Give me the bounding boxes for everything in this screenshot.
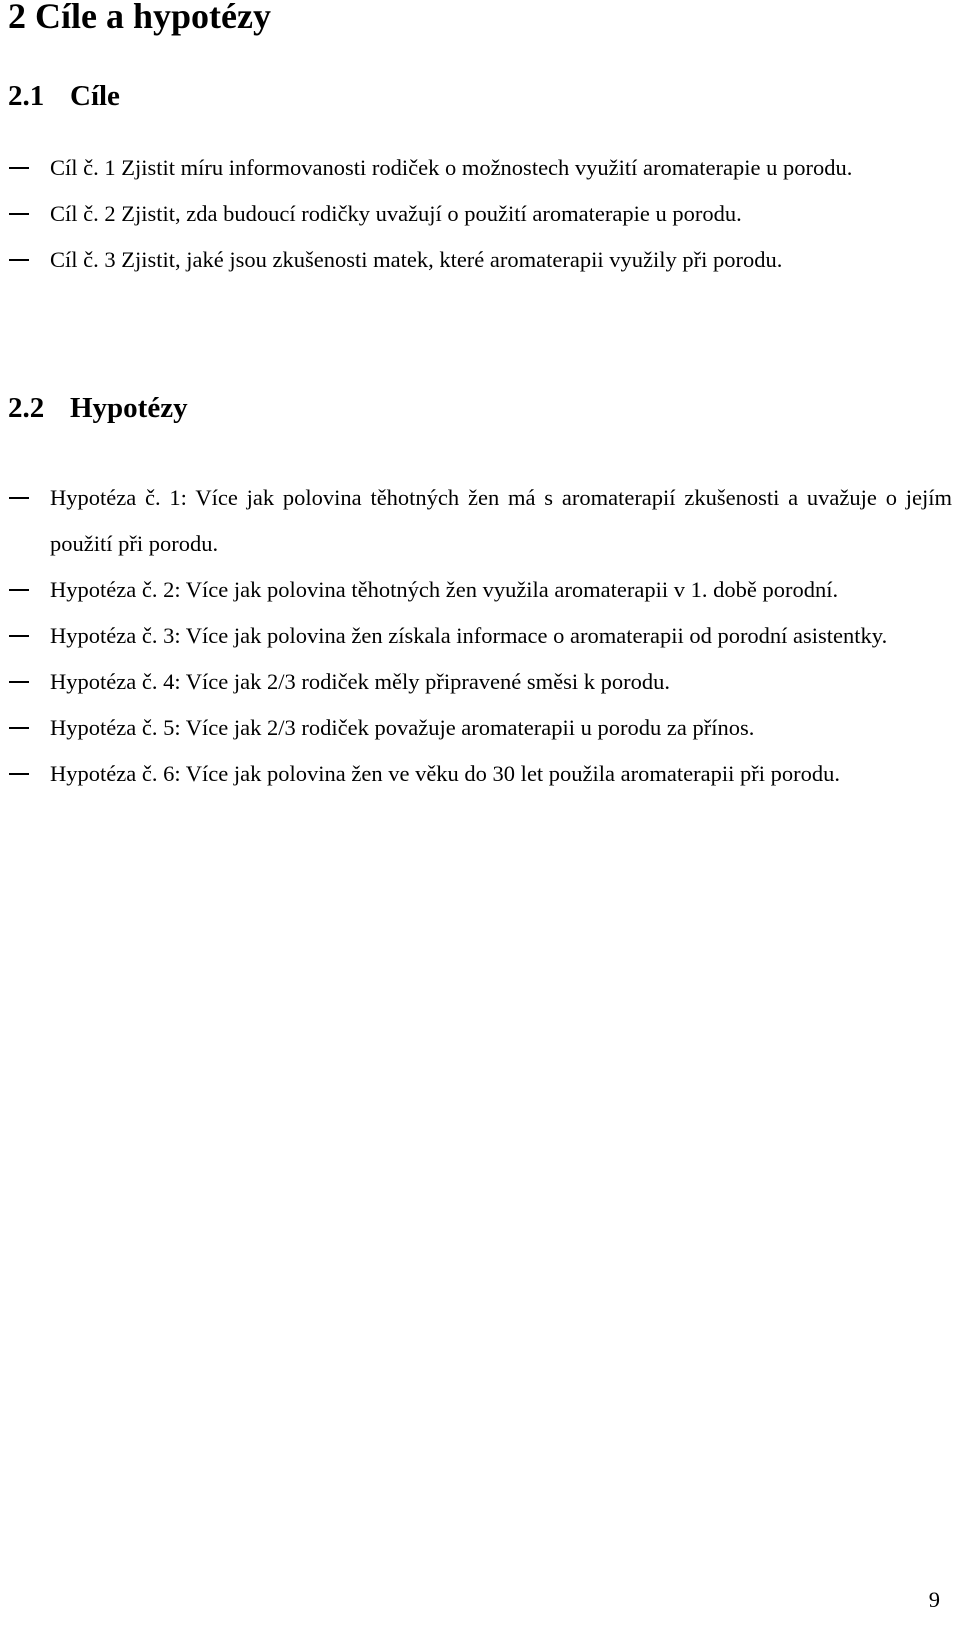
section-number: 2.2 xyxy=(8,392,45,424)
goal-text: Cíl č. 3 Zjistit, jaké jsou zkušenosti matek, které aromaterapii využily při porodu. xyxy=(50,247,783,272)
list-item xyxy=(0,237,960,283)
list-item xyxy=(0,613,960,659)
hypothesis-text: Hypotéza č. 5: Více jak 2/3 rodiček považuje aromaterapii u porodu za přínos. xyxy=(50,715,755,740)
page-number: 9 xyxy=(928,1587,940,1612)
hypothesis-text: Hypotéza č. 4: Více jak 2/3 rodiček měly připravené směsi k porodu. xyxy=(50,669,671,694)
list-item xyxy=(0,751,960,797)
goals-list xyxy=(0,145,960,283)
list-item xyxy=(0,705,960,751)
section-title: Hypotézy xyxy=(70,392,188,424)
goal-text: Cíl č. 1 Zjistit míru informovanosti rodiček o možnostech využití aromaterapie u porodu. xyxy=(50,155,853,180)
goal-text: Cíl č. 2 Zjistit, zda budoucí rodičky uvažují o použití aromaterapie u porodu. xyxy=(50,201,742,226)
dash-bullet-icon xyxy=(9,635,29,637)
section-number: 2.1 xyxy=(8,80,45,112)
list-item xyxy=(0,475,960,567)
dash-bullet-icon xyxy=(9,727,29,729)
hypothesis-text: Hypotéza č. 1: Více jak polovina těhotných žen má s aromaterapií zkušenosti a uvažuje o jejím použití při porodu. xyxy=(50,485,952,556)
dash-bullet-icon xyxy=(9,167,29,169)
list-item xyxy=(0,145,960,191)
dash-bullet-icon xyxy=(9,259,29,261)
chapter-title: 2 Cíle a hypotézy xyxy=(8,0,271,36)
section-heading-hypotheses xyxy=(8,390,188,426)
list-item xyxy=(0,191,960,237)
dash-bullet-icon xyxy=(9,497,29,499)
dash-bullet-icon xyxy=(9,773,29,775)
dash-bullet-icon xyxy=(9,213,29,215)
list-item xyxy=(0,567,960,613)
hypotheses-list xyxy=(0,475,960,797)
list-item xyxy=(0,659,960,705)
dash-bullet-icon xyxy=(9,589,29,591)
section-title: Cíle xyxy=(70,80,120,112)
section-heading-goals xyxy=(8,78,120,114)
dash-bullet-icon xyxy=(9,681,29,683)
hypothesis-text: Hypotéza č. 2: Více jak polovina těhotných žen využila aromaterapii v 1. době porodní. xyxy=(50,577,839,602)
hypothesis-text: Hypotéza č. 6: Více jak polovina žen ve věku do 30 let použila aromaterapii při porodu. xyxy=(50,761,840,786)
hypothesis-text: Hypotéza č. 3: Více jak polovina žen získala informace o aromaterapii od porodní asistentky. xyxy=(50,623,888,648)
